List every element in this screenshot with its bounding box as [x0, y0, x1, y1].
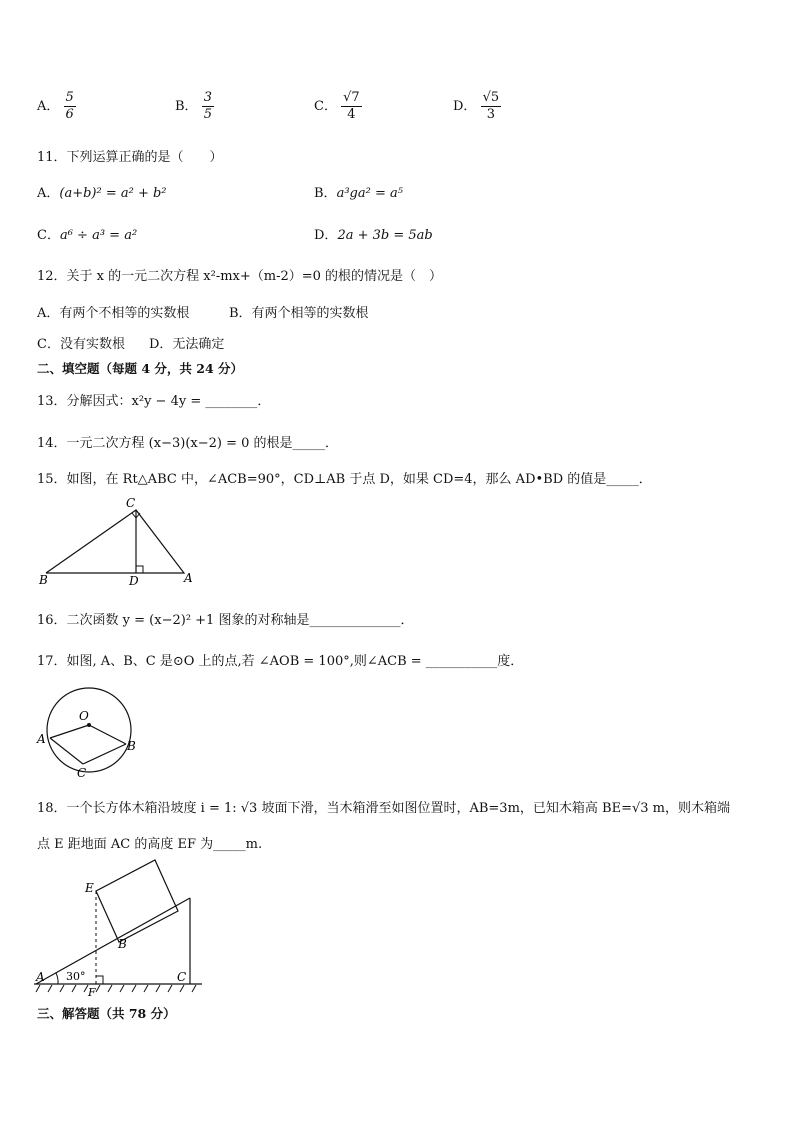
point-label-b: B [127, 739, 136, 753]
section-heading: 三、解答题（共 78 分） [37, 1006, 176, 1021]
q12-option-b: B．有两个相等的实数根 [229, 306, 369, 321]
fraction: $\frac{5}{6}$ [65, 90, 74, 122]
section-heading: 二、填空题（每题 4 分，共 24 分） [37, 361, 244, 376]
q13-text: 13．分解因式：x²y − 4y = ________． [37, 394, 271, 409]
vertex-label-d: D [129, 574, 139, 588]
q17-circle-figure [34, 684, 144, 780]
vertex-label-c: C [126, 496, 136, 510]
point-label-f: F [88, 986, 96, 998]
q14-text: 14．一元二次方程 (x−3)(x−2) = 0 的根是_____． [37, 436, 339, 451]
point-label-c: C [77, 766, 87, 780]
q18-text-line1: 18．一个长方体木箱沿坡度 i = 1: √3 坡面下滑，当木箱滑至如图位置时，AB=3m，已知木箱高 BE=√3 m，则木箱端 [37, 801, 730, 816]
q10-option-b [175, 90, 214, 123]
q10-option-c [314, 90, 362, 123]
fraction: $\frac{√7}{4}$ [343, 90, 360, 122]
vertex-label-a: A [184, 571, 193, 585]
fraction: $\frac{3}{5}$ [203, 90, 212, 122]
q12-option-d: D．无法确定 [149, 337, 225, 352]
point-label-o: O [79, 709, 89, 723]
option-label: C． [314, 99, 337, 114]
q15-text: 15．如图，在 Rt△ABC 中，∠ACB=90°，CD⊥AB 于点 D，如果 CD=4，那么 AD•BD 的值是_____． [37, 472, 652, 487]
option-label: A． [37, 99, 60, 114]
q16-text: 16．二次函数 y = (x−2)² +1 图象的对称轴是______________． [37, 613, 414, 628]
q10-option-a [37, 90, 76, 123]
q12-option-a: A．有两个不相等的实数根 [37, 306, 190, 321]
q11-option-b: B．a³ga² = a⁵ [314, 186, 403, 201]
q15-triangle-figure [36, 494, 196, 588]
q11-stem: 11．下列运算正确的是（ ） [37, 150, 223, 165]
vertex-label-b: B [39, 573, 48, 587]
q12-stem: 12．关于 x 的一元二次方程 x²-mx+（m-2）=0 的根的情况是（ ） [37, 269, 443, 284]
q18-slope-box-figure [30, 858, 210, 998]
angle-label: 30° [66, 970, 86, 983]
q11-option-d: D．2a + 3b = 5ab [314, 228, 433, 243]
q18-text-line2: 点 E 距地面 AC 的高度 EF 为_____m. [37, 837, 263, 852]
point-label-a: A [36, 970, 45, 984]
point-label-a: A [37, 732, 46, 746]
point-label-c: C [177, 970, 187, 984]
q11-option-a: A．(a+b)² = a² + b² [37, 186, 167, 201]
fraction: $\frac{√5}{3}$ [482, 90, 500, 122]
q17-text: 17．如图, A、B、C 是⊙O 上的点,若 ∠AOB = 100°,则∠ACB = ___________度． [37, 654, 524, 669]
q12-option-c: C．没有实数根 [37, 337, 125, 352]
point-label-e: E [85, 881, 94, 895]
point-label-b: B [118, 937, 127, 951]
option-label: B． [175, 99, 198, 114]
q10-option-d [453, 90, 501, 123]
option-label: D． [453, 99, 477, 114]
q11-option-c: C．a⁶ ÷ a³ = a² [37, 228, 138, 243]
